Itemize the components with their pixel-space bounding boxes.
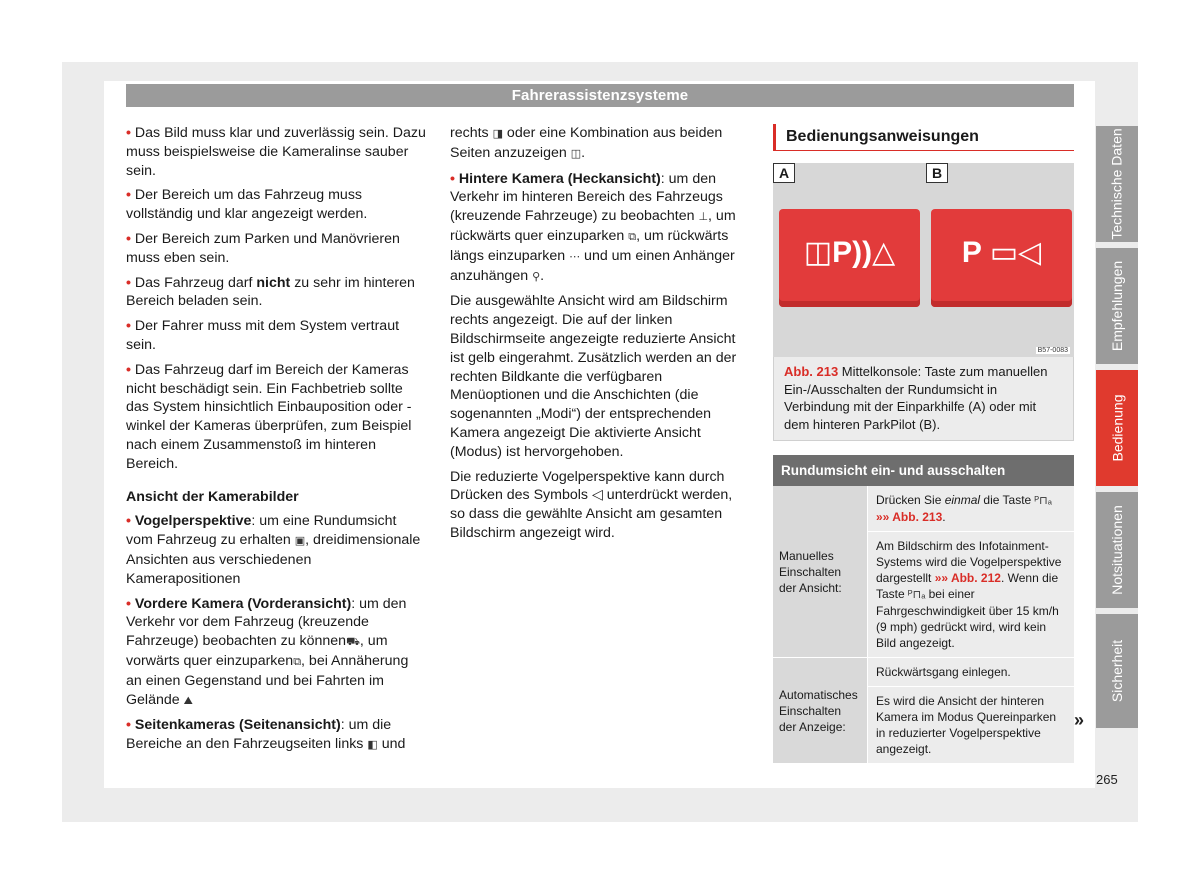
camera-parking-sensor-icon: ◫P))△ xyxy=(803,236,896,269)
text-column-middle xyxy=(450,124,748,549)
tab-bedienung[interactable]: Bedienung xyxy=(1096,370,1138,486)
front-cross-traffic-icon: ⛟ xyxy=(346,636,360,649)
page-number: 265 xyxy=(1096,772,1118,787)
section-heading: Ansicht der Kamerabilder xyxy=(126,488,299,505)
bullet-icon: • xyxy=(126,361,131,378)
chapter-header: Fahrerassistenzsysteme xyxy=(126,84,1074,107)
panel-label-b: B xyxy=(926,163,948,183)
bullet-icon: • xyxy=(450,170,455,187)
side-left-icon: ◧ xyxy=(367,739,378,752)
list-item: • Vordere Kamera (Vorderansicht): um den Verkehr vor dem Fahrzeug (kreuzende Fahrzeuge) beobachten zu können⛟, um vorwärts quer einzuparken⧉, bei Annäherung an einen Gegenstand und bei Fahrten im Gelände ⛰ xyxy=(126,595,426,711)
bullet-icon: • xyxy=(126,274,131,291)
bullet-icon: • xyxy=(126,595,131,612)
side-right-icon: ◨ xyxy=(492,128,503,140)
tab-notsituationen[interactable]: Notsituationen xyxy=(1096,492,1138,608)
front-cross-park-icon: ⧉ xyxy=(293,655,302,668)
parkpilot-camera-button[interactable] xyxy=(931,209,1072,307)
list-item: • Das Bild muss klar und zuverlässig sein. Dazu muss beispielsweise die Kameralinse sauber sein. xyxy=(126,125,426,179)
row-label: Manuelles Einschalten der Ansicht: xyxy=(773,486,867,658)
table-row xyxy=(773,658,1074,764)
instructions-table xyxy=(773,455,1074,764)
text-column-left xyxy=(126,124,426,761)
table-cell: Es wird die Ansicht der hinteren Kamera im Modus Quereinparken in reduzierter Vogelperspektive angezeigt. xyxy=(867,687,1074,764)
paragraph: rechts ◨ oder eine Kombination aus beiden Seiten anzuzeigen ◫. xyxy=(450,124,748,164)
bullet-icon: • xyxy=(126,717,131,734)
tab-empfehlungen[interactable]: Empfehlungen xyxy=(1096,248,1138,364)
parking-camera-icon: P ▭◁ xyxy=(961,236,1042,269)
bullet-icon: • xyxy=(126,318,131,335)
table-cell: Am Bildschirm des Infotainment-Systems wird die Vogelperspektive dargestellt »» Abb. 212. Wenn die Taste ᴾ⊓ₐ bei einer Fahrgeschwindigkeit über 15 km/h (9 mph) gedrückt wird, wird kein Bild angezeigt. xyxy=(867,532,1074,658)
panel-label-a: A xyxy=(773,163,795,183)
figure-link[interactable]: »» Abb. 212 xyxy=(934,571,1001,585)
list-item: • Das Fahrzeug darf nicht zu sehr im hinteren Bereich beladen sein. xyxy=(126,274,415,310)
table-cell: Drücken Sie einmal die Taste ᴾ⊓ₐ »» Abb. 213. xyxy=(867,486,1074,532)
bullet-icon: • xyxy=(126,513,131,530)
trailer-hitch-icon: ⚲ xyxy=(532,270,541,283)
reduce-view-icon: ◁ xyxy=(591,487,603,504)
row-label: Automatisches Einschalten der Anzeige: xyxy=(773,658,867,764)
tab-sicherheit[interactable]: Sicherheit xyxy=(1096,614,1138,728)
table-title: Rundumsicht ein- und ausschalten xyxy=(773,455,1074,486)
terrain-icon: ⛰ xyxy=(183,694,193,707)
list-item: • Der Bereich zum Parken und Manövrieren muss eben sein. xyxy=(126,230,400,266)
continue-icon: » xyxy=(1074,710,1085,730)
list-item: • Der Bereich um das Fahrzeug muss vollständig und klar angezeigt werden. xyxy=(126,187,368,223)
figure-reference: Abb. 213 xyxy=(784,364,839,379)
paragraph: Die reduzierte Vogelperspektive kann durch Drücken des Symbols ◁ unterdrückt werden, so dass die gewählte Ansicht am gesamten Bildschirm angezeigt wird. xyxy=(450,468,733,541)
birds-eye-view-icon: ▣ xyxy=(294,535,306,548)
bullet-icon: • xyxy=(126,187,131,204)
camera-key-icon: ᴾ⊓ₐ xyxy=(908,589,926,601)
figure-caption: Abb. 213 Mittelkonsole: Taste zum manuellen Ein-/Ausschalten der Rundumsicht in Verbindung mit der Einparkhilfe (A) oder mit dem hinteren ParkPilot (B). xyxy=(773,357,1074,441)
camera-key-icon: ᴾ⊓ₐ xyxy=(1034,495,1052,507)
tab-technische-daten[interactable]: Technische Daten xyxy=(1096,126,1138,242)
instructions-column xyxy=(773,124,1074,764)
table-row xyxy=(773,486,1074,658)
section-title: Bedienungsanweisungen xyxy=(773,124,1074,151)
rear-cross-park-icon: ⧉ xyxy=(628,230,637,243)
bullet-icon: • xyxy=(126,230,131,247)
figure-center-console xyxy=(773,163,1074,357)
park-assist-camera-button[interactable] xyxy=(779,209,920,307)
figure-code: B57-0083 xyxy=(1037,347,1068,354)
list-item: • Der Fahrer muss mit dem System vertraut sein. xyxy=(126,318,400,353)
figure-link[interactable]: »» Abb. 213 xyxy=(876,510,943,524)
rear-parallel-park-icon: ⋯ xyxy=(569,250,581,263)
table-cell: Rückwärtsgang einlegen. xyxy=(867,658,1074,687)
paragraph: Die ausgewählte Ansicht wird am Bildschirm rechts angezeigt. Die auf der linken Bildschirmseite angezeigte reduzierte Ansicht ist gelb eingerahmt. Zusätzlich werden an der rechten Bildkante die verfügbaren Menüoptionen und die Anschichten (die sogenannten „Modi“) der entsprechenden Kamera angezeigt Die aktivierte Ansicht (Modus) ist hervorgehoben. xyxy=(450,293,737,460)
list-item: • Vogelperspektive: um eine Rundumsicht vom Fahrzeug zu erhalten ▣, dreidimensionale Ansichten aus verschiedenen Kamerapositionen xyxy=(126,513,421,587)
both-sides-icon: ◫ xyxy=(570,147,582,160)
rear-cross-traffic-icon: ⊥ xyxy=(698,211,709,224)
list-item: • Hintere Kamera (Heckansicht): um den Verkehr im hinteren Bereich des Fahrzeugs (kreuzende Fahrzeuge) zu beobachten ⊥, um rückwärts quer einzuparken ⧉, um rückwärts längs einzuparken ⋯ und um einen Anhänger anzuhängen ⚲. xyxy=(450,170,748,287)
list-item: • Seitenkameras (Seitenansicht): um die Bereiche an den Fahrzeugseiten links ◧ und xyxy=(126,716,426,755)
bullet-icon: • xyxy=(126,125,131,141)
list-item: • Das Fahrzeug darf im Bereich der Kameras nicht beschädigt sein. Ein Fachbetrieb sollte das System hinsichtlich Einbauposition oder -winkel der Kameras überprüfen, zum Beispiel nach einem Zusammenstoß im hinteren Bereich. xyxy=(126,361,412,472)
